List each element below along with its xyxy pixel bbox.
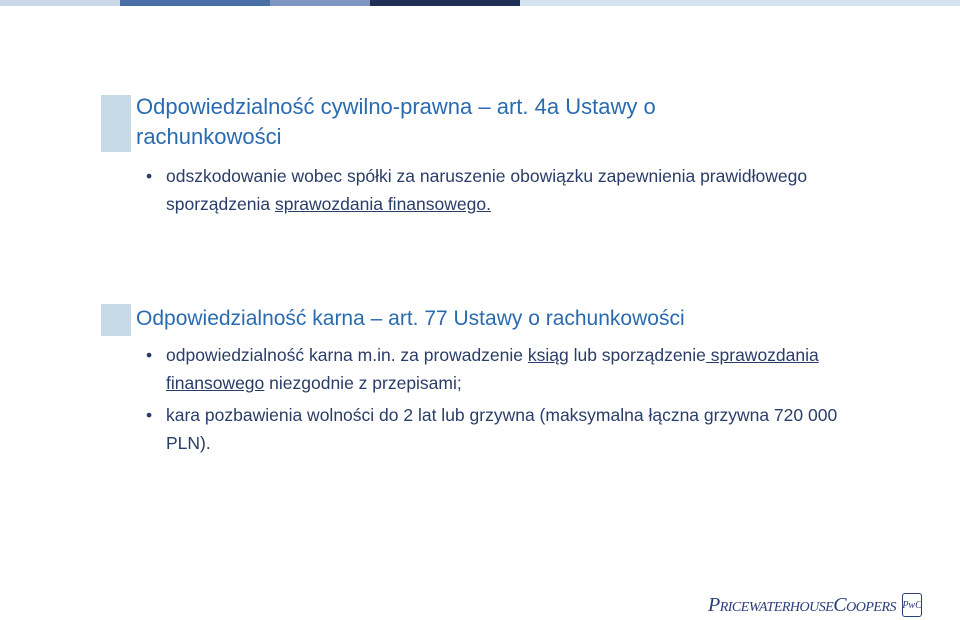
underlined-text: ksiąg xyxy=(527,345,569,365)
section2-bullet-list xyxy=(146,341,866,461)
logo-text: PricewaterhouseCoopers xyxy=(708,593,897,616)
pwc-logo xyxy=(708,592,922,618)
list-item: • odpowiedzialność karna m.in. za prowadzenie ksiąg lub sporządzenie sprawozdania finansowego niezgodnie z przepisami; xyxy=(146,341,866,397)
section2-heading: Odpowiedzialność karna – art. 77 Ustawy o rachunkowości xyxy=(136,307,685,330)
top-color-bar xyxy=(0,0,960,6)
list-item: • kara pozbawienia wolności do 2 lat lub grzywna (maksymalna łączna grzywna 720 000 PLN). xyxy=(146,401,866,457)
underlined-text: sprawozdania finansowego. xyxy=(274,194,491,214)
section1-bullet-list xyxy=(146,162,846,218)
pwc-logo-icon: PwC xyxy=(902,593,922,617)
underlined-text: sprawozdania finansowego xyxy=(166,345,819,393)
section1-accent-block xyxy=(101,95,131,152)
section2-accent-block xyxy=(101,304,131,336)
section1-heading: Odpowiedzialność cywilno-prawna – art. 4a Ustawy o rachunkowości xyxy=(136,94,656,149)
list-item: • odszkodowanie wobec spółki za naruszenie obowiązku zapewnienia prawidłowego sporządzenia sprawozdania finansowego. xyxy=(146,162,846,218)
